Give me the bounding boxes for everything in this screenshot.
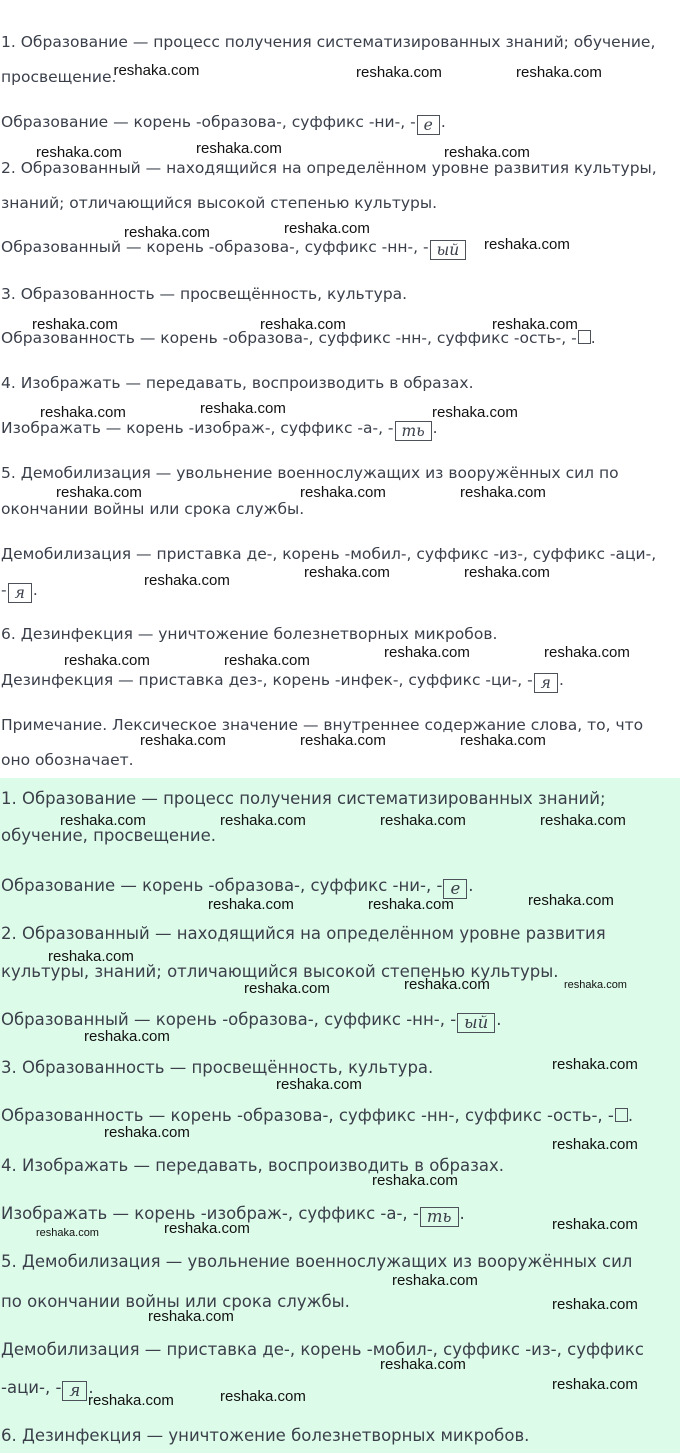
- watermark: reshaka.com: [356, 64, 442, 81]
- watermark: reshaka.com: [528, 892, 614, 909]
- watermark: reshaka.com: [552, 1056, 638, 1073]
- text-line: - я .: [1, 581, 38, 602]
- watermark: reshaka.com: [148, 1308, 234, 1325]
- watermark: reshaka.com: [404, 976, 490, 993]
- watermark: reshaka.com: [36, 1227, 99, 1239]
- watermark: reshaka.com: [220, 1388, 306, 1405]
- watermark: reshaka.com: [144, 572, 230, 589]
- text-line: Демобилизация — приставка де-, корень -мобил-, суффикс -из-, суффикс -аци-,: [1, 545, 657, 563]
- text-line: оно обозначает.: [1, 751, 134, 769]
- text-line: 2. Образованный — находящийся на определённом уровне развития: [1, 924, 606, 943]
- answer-section-highlighted: [0, 778, 680, 1453]
- text-line: -аци-, - я .: [1, 1378, 94, 1400]
- watermark: reshaka.com: [224, 652, 310, 669]
- watermark: reshaka.com: [260, 316, 346, 333]
- watermark: reshaka.com: [104, 1124, 190, 1141]
- text-line: 4. Изображать — передавать, воспроизводить в образах.: [1, 1156, 505, 1175]
- watermark: reshaka.com: [140, 732, 226, 749]
- watermark: reshaka.com: [484, 236, 570, 253]
- text-line: 5. Демобилизация — увольнение военнослужащих из вооружённых сил: [1, 1252, 633, 1271]
- watermark: reshaka.com: [492, 316, 578, 333]
- text-line: 1. Образование — процесс получения систематизированных знаний; обучение,: [1, 33, 656, 51]
- ending-box: ть: [420, 1207, 459, 1227]
- watermark: reshaka.com: [60, 812, 146, 829]
- watermark: reshaka.com: [48, 948, 134, 965]
- watermark: reshaka.com: [552, 1376, 638, 1393]
- watermark: reshaka.com: [304, 564, 390, 581]
- text-line: 5. Демобилизация — увольнение военнослужащих из вооружённых сил по: [1, 464, 619, 482]
- text-line: Примечание. Лексическое значение — внутреннее содержание слова, то, что: [1, 716, 644, 734]
- watermark: reshaka.com: [164, 1220, 250, 1237]
- watermark: reshaka.com: [516, 64, 602, 81]
- text-line: окончании войны или срока службы.: [1, 500, 305, 518]
- text-line: 6. Дезинфекция — уничтожение болезнетворных микробов.: [1, 1426, 530, 1445]
- watermark: reshaka.com: [464, 564, 550, 581]
- watermark: reshaka.com: [276, 1076, 362, 1093]
- ending-box: ть: [395, 421, 432, 441]
- watermark: reshaka.com: [552, 1296, 638, 1313]
- watermark: reshaka.com: [244, 980, 330, 997]
- empty-ending-box: [615, 1108, 628, 1122]
- text-line: Изображать — корень -изображ-, суффикс -а-, - ть .: [1, 1204, 465, 1226]
- watermark: reshaka.com: [113, 62, 200, 79]
- text-line: 3. Образованность — просвещённость, культура.: [1, 285, 408, 303]
- text-line: Образованность — корень -образова-, суффикс -нн-, суффикс -ость-, - .: [1, 329, 596, 347]
- text-line: 1. Образование — процесс получения систематизированных знаний;: [1, 789, 606, 808]
- text-line: Дезинфекция — приставка дез-, корень -инфек-, суффикс -ци-, - я .: [1, 671, 564, 692]
- text-line: культуры, знаний; отличающийся высокой степенью культуры.: [1, 962, 559, 981]
- watermark: reshaka.com: [64, 652, 150, 669]
- text-line: знаний; отличающийся высокой степенью культуры.: [1, 194, 438, 212]
- text-line: Образование — корень -образова-, суффикс -ни-, - е .: [1, 113, 446, 134]
- text-line: Образованный — корень -образова-, суффикс -нн-, - ый: [1, 237, 467, 260]
- watermark: reshaka.com: [284, 220, 370, 237]
- text-line: Образованность — корень -образова-, суффикс -нн-, суффикс -ость-, - .: [1, 1106, 634, 1125]
- text-line: обучение, просвещение.: [1, 826, 216, 845]
- watermark: reshaka.com: [84, 1028, 170, 1045]
- text-line: Изображать — корень -изображ-, суффикс -а-, - ть .: [1, 419, 438, 440]
- ending-box: я: [62, 1381, 87, 1401]
- watermark: reshaka.com: [200, 400, 286, 417]
- watermark: reshaka.com: [208, 896, 294, 913]
- text-line: Образование — корень -образова-, суффикс -ни-, - е .: [1, 876, 474, 898]
- ending-box: ый: [457, 1013, 495, 1033]
- ending-box: я: [8, 583, 32, 603]
- watermark: reshaka.com: [300, 484, 386, 501]
- watermark: reshaka.com: [36, 144, 122, 161]
- watermark: reshaka.com: [196, 140, 282, 157]
- watermark: reshaka.com: [380, 1356, 466, 1373]
- text-line: 6. Дезинфекция — уничтожение болезнетворных микробов.: [1, 625, 498, 643]
- watermark: reshaka.com: [384, 644, 470, 661]
- watermark: reshaka.com: [380, 812, 466, 829]
- text-line: 4. Изображать — передавать, воспроизводить в образах.: [1, 374, 474, 392]
- watermark: reshaka.com: [552, 1136, 638, 1153]
- watermark: reshaka.com: [392, 1272, 478, 1289]
- text-line: 3. Образованность — просвещённость, культура.: [1, 1058, 434, 1077]
- text-line: просвещение.reshaka.com: [1, 62, 200, 86]
- text-line: Демобилизация — приставка де-, корень -мобил-, суффикс -из-, суффикс: [1, 1340, 644, 1359]
- ending-box: я: [534, 673, 558, 693]
- watermark: reshaka.com: [368, 896, 454, 913]
- text-line: по окончании войны или срока службы.: [1, 1292, 350, 1311]
- watermark: reshaka.com: [460, 732, 546, 749]
- watermark: reshaka.com: [32, 316, 118, 333]
- watermark: reshaka.com: [372, 1172, 458, 1189]
- watermark: reshaka.com: [40, 404, 126, 421]
- watermark: reshaka.com: [444, 144, 530, 161]
- watermark: reshaka.com: [460, 484, 546, 501]
- watermark: reshaka.com: [88, 1392, 174, 1409]
- watermark: reshaka.com: [300, 732, 386, 749]
- ending-box: е: [443, 879, 467, 899]
- watermark: reshaka.com: [220, 812, 306, 829]
- watermark: reshaka.com: [540, 812, 626, 829]
- ending-box: ый: [430, 240, 467, 260]
- watermark: reshaka.com: [564, 979, 627, 991]
- watermark: reshaka.com: [432, 404, 518, 421]
- ending-box: е: [417, 115, 440, 135]
- watermark: reshaka.com: [552, 1216, 638, 1233]
- watermark: reshaka.com: [56, 484, 142, 501]
- watermark: reshaka.com: [124, 224, 210, 241]
- text-line: 2. Образованный — находящийся на определённом уровне развития культуры,: [1, 159, 657, 177]
- empty-ending-box: [578, 330, 591, 344]
- watermark: reshaka.com: [544, 644, 630, 661]
- text-line: Образованный — корень -образова-, суффикс -нн-, - ый .: [1, 1010, 502, 1032]
